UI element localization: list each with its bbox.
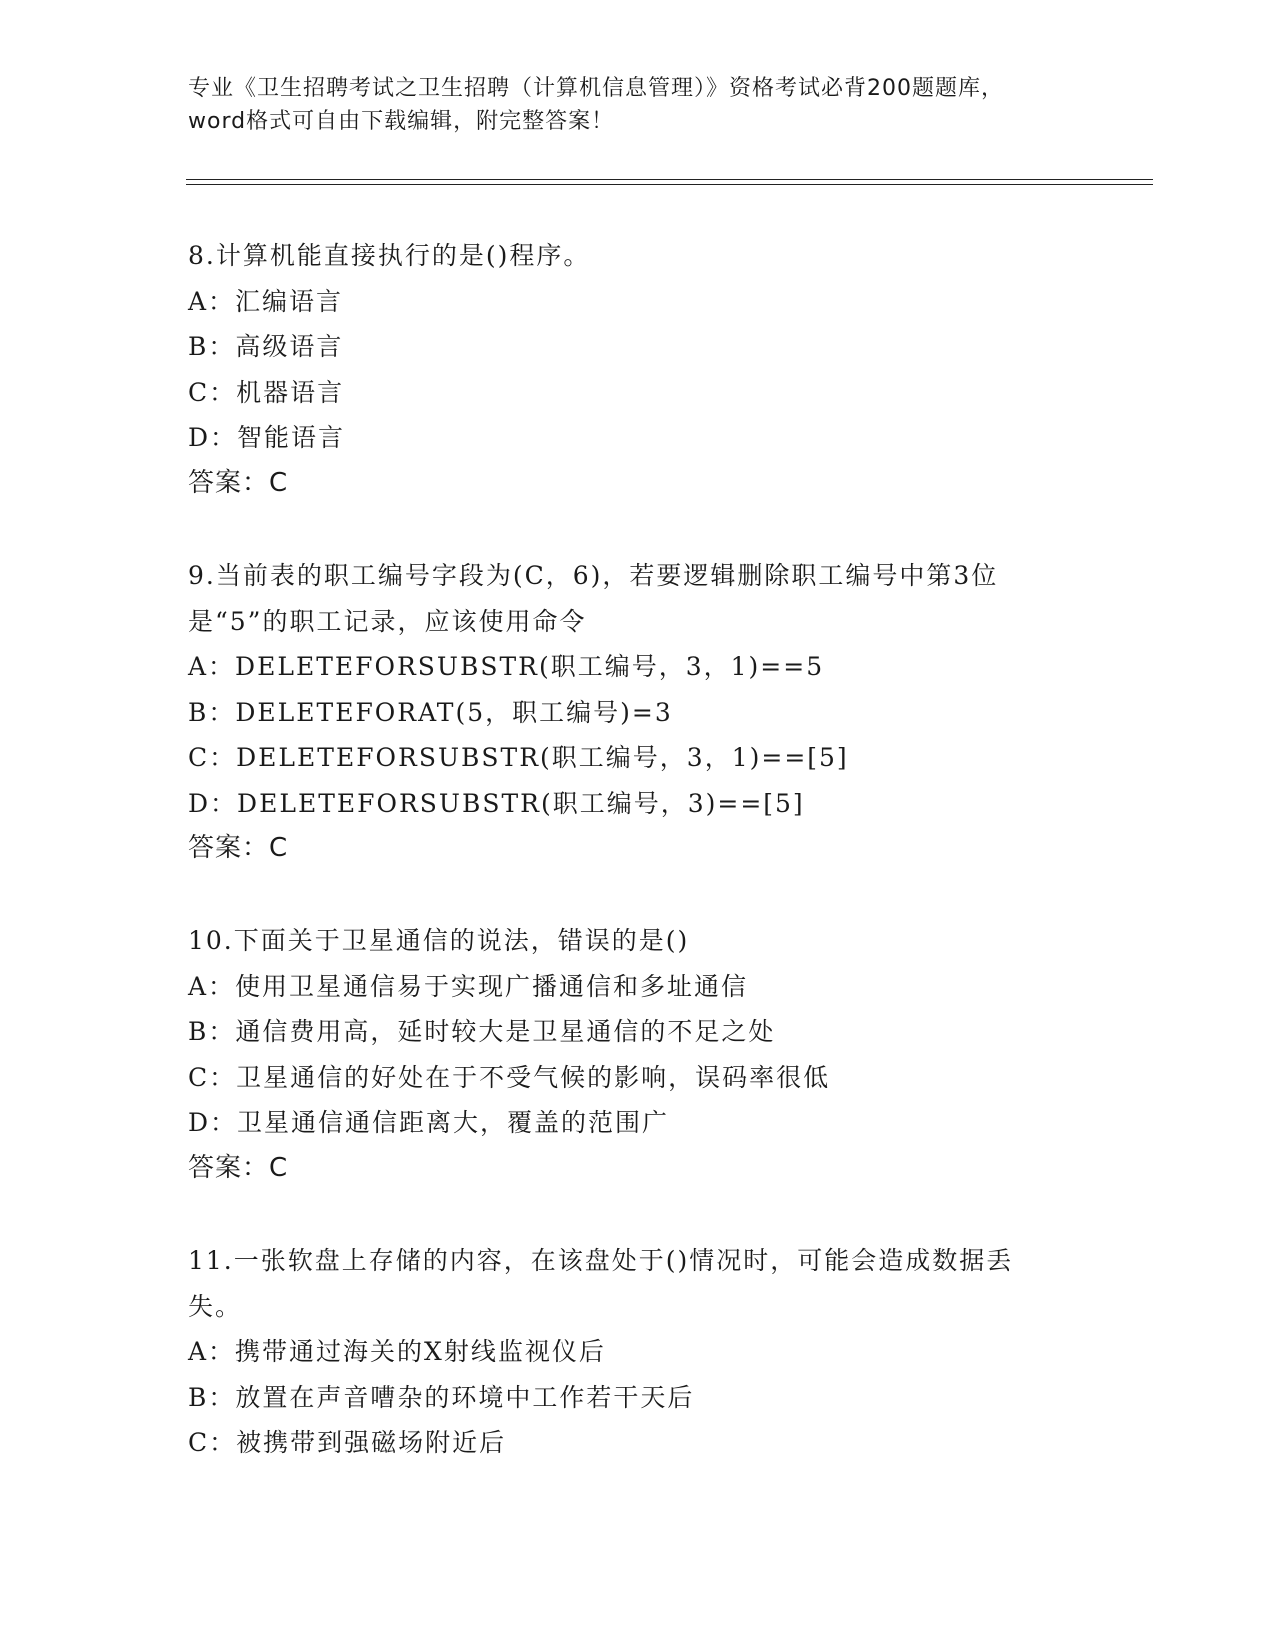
option-c: C：卫星通信的好处在于不受气候的影响，误码率很低 [188, 1062, 831, 1092]
question-9 [188, 553, 1088, 872]
question-stem: 8.计算机能直接执行的是()程序。 [188, 241, 591, 270]
answer: 答案：C [188, 1152, 289, 1183]
answer: 答案：C [188, 833, 289, 863]
option-c: C：机器语言 [188, 377, 345, 407]
question-stem: 11.一张软盘上存储的内容，在该盘处于()情况时，可能会造成数据丢 [188, 1246, 1014, 1275]
option-c: C：DELETEFORSUBSTR(职工编号，3，1)==[5] [188, 743, 849, 772]
option-b: B：放置在声音嘈杂的环境中工作若干天后 [188, 1382, 695, 1412]
option-d: D：DELETEFORSUBSTR(职工编号，3)==[5] [188, 788, 805, 818]
option-b: B：DELETEFORAT(5，职工编号)=3 [188, 697, 673, 727]
option-a: A：携带通过海关的X射线监视仪后 [188, 1337, 606, 1366]
header-line-1: 专业《卫生招聘考试之卫生招聘（计算机信息管理）》资格考试必背200题题库， [188, 76, 1004, 101]
option-a: A：使用卫星通信易于实现广播通信和多址通信 [188, 971, 749, 1001]
question-stem-continued: 失。 [188, 1291, 243, 1321]
option-a: A：DELETEFORSUBSTR(职工编号，3，1)==5 [188, 652, 825, 681]
option-a: A：汇编语言 [188, 286, 344, 316]
header-rule-top [186, 179, 1153, 180]
option-c: C：被携带到强磁场附近后 [188, 1428, 507, 1457]
question-stem: 9.当前表的职工编号字段为(C，6)，若要逻辑删除职工编号中第3位 [188, 561, 999, 590]
header-line-2: word格式可自由下载编辑，附完整答案！ [188, 109, 615, 134]
question-11 [188, 1238, 1088, 1466]
option-b: B：通信费用高，延时较大是卫星通信的不足之处 [188, 1017, 776, 1046]
option-d: D：智能语言 [188, 423, 346, 452]
question-10 [188, 918, 1088, 1191]
question-8 [188, 233, 1088, 506]
question-stem: 10.下面关于卫星通信的说法，错误的是() [188, 926, 690, 955]
header-rule-bottom [186, 184, 1153, 185]
answer: 答案：C [188, 467, 289, 498]
question-stem-continued: 是“5”的职工记录，应该使用命令 [188, 606, 587, 636]
option-d: D：卫星通信通信距离大，覆盖的范围广 [188, 1108, 670, 1137]
option-b: B：高级语言 [188, 332, 344, 361]
document-header [188, 72, 1088, 138]
